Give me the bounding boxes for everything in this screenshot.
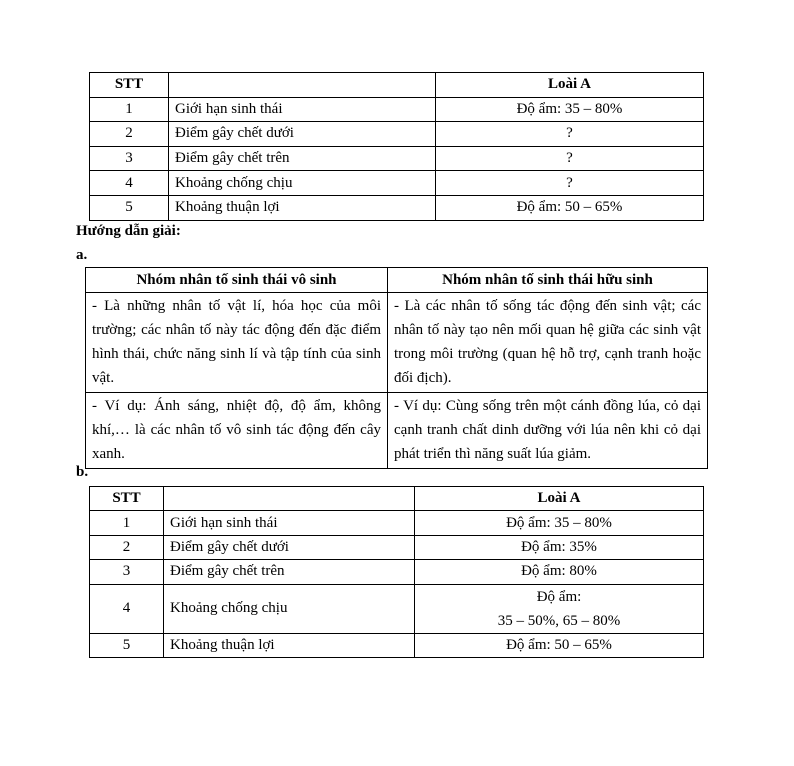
cell-factor: Điểm gây chết trên [169,146,436,171]
cell-value: Độ ẩm: 50 – 65% [436,195,704,220]
cell-factor: Giới hạn sinh thái [169,97,436,122]
cell-stt: 3 [90,146,169,171]
table-row [90,122,704,147]
cell-value: ? [436,146,704,171]
cell-stt: 5 [90,195,169,220]
table-row [90,146,704,171]
answer-table [89,486,704,658]
table-row [90,584,704,633]
cell-stt: 5 [90,633,164,657]
cell-value: ? [436,171,704,196]
header-biotic: Nhóm nhân tố sinh thái hữu sinh [388,268,708,293]
table-row [86,293,708,393]
table-row [86,393,708,469]
cell-factor: Giới hạn sinh thái [164,511,415,535]
cell-stt: 2 [90,122,169,147]
cell-value: Độ ẩm: 50 – 65% [415,633,704,657]
cell-value: Độ ẩm: 80% [415,560,704,584]
factor-comparison-table [85,267,708,469]
cell-factor: Điểm gây chết dưới [169,122,436,147]
part-a-label: a. [76,247,88,263]
table-row [90,195,704,220]
cell-biotic-example: - Ví dụ: Cùng sống trên một cánh đồng lúa, cỏ dại cạnh tranh chất dinh dưỡng với lúa nên khi cỏ dại phát triển thì năng suất lúa giảm. [388,393,708,469]
cell-value: ? [436,122,704,147]
cell-stt: 1 [90,511,164,535]
table-row [90,171,704,196]
cell-stt: 4 [90,171,169,196]
header-factor [169,73,436,98]
header-species-a: Loài A [415,487,704,511]
cell-stt: 4 [90,584,164,633]
table-row [90,97,704,122]
cell-stt: 3 [90,560,164,584]
cell-value: Độ ẩm: 35% [415,535,704,559]
cell-stt: 1 [90,97,169,122]
cell-factor: Khoảng chống chịu [169,171,436,196]
header-factor [164,487,415,511]
header-abiotic: Nhóm nhân tố sinh thái vô sinh [86,268,388,293]
cell-abiotic-definition: - Là những nhân tố vật lí, hóa học của môi trường; các nhân tố này tác động đến đặc điểm hình thái, chức năng sinh lí và tập tính của sinh vật. [86,293,388,393]
cell-value-line2: 35 – 50%, 65 – 80% [497,612,621,629]
table-header-row [90,487,704,511]
cell-factor: Khoảng thuận lợi [164,633,415,657]
cell-value: Độ ẩm: 35 – 80% [415,511,704,535]
cell-factor: Khoảng chống chịu [164,584,415,633]
cell-value-line1: Độ ẩm: [536,588,582,605]
table-header-row [90,73,704,98]
cell-value: Độ ẩm: 35 – 80% [436,97,704,122]
table-header-row [86,268,708,293]
cell-factor: Điểm gây chết dưới [164,535,415,559]
guide-heading: Hướng dẫn giải: [76,223,181,239]
header-stt: STT [90,73,169,98]
cell-abiotic-example: - Ví dụ: Ánh sáng, nhiệt độ, độ ẩm, không khí,… là các nhân tố vô sinh tác động đến cây xanh. [86,393,388,469]
cell-biotic-definition: - Là các nhân tố sống tác động đến sinh vật; các nhân tố này tạo nên mối quan hệ giữa các sinh vật trong môi trường (quan hệ hỗ trợ, cạnh tranh hoặc đối địch). [388,293,708,393]
table-row [90,560,704,584]
cell-stt: 2 [90,535,164,559]
part-b-label: b. [76,464,89,480]
cell-factor: Khoảng thuận lợi [169,195,436,220]
table-row [90,633,704,657]
table-row [90,511,704,535]
question-table [89,72,704,221]
cell-value [415,584,704,633]
table-row [90,535,704,559]
header-stt: STT [90,487,164,511]
header-species-a: Loài A [436,73,704,98]
cell-factor: Điểm gây chết trên [164,560,415,584]
